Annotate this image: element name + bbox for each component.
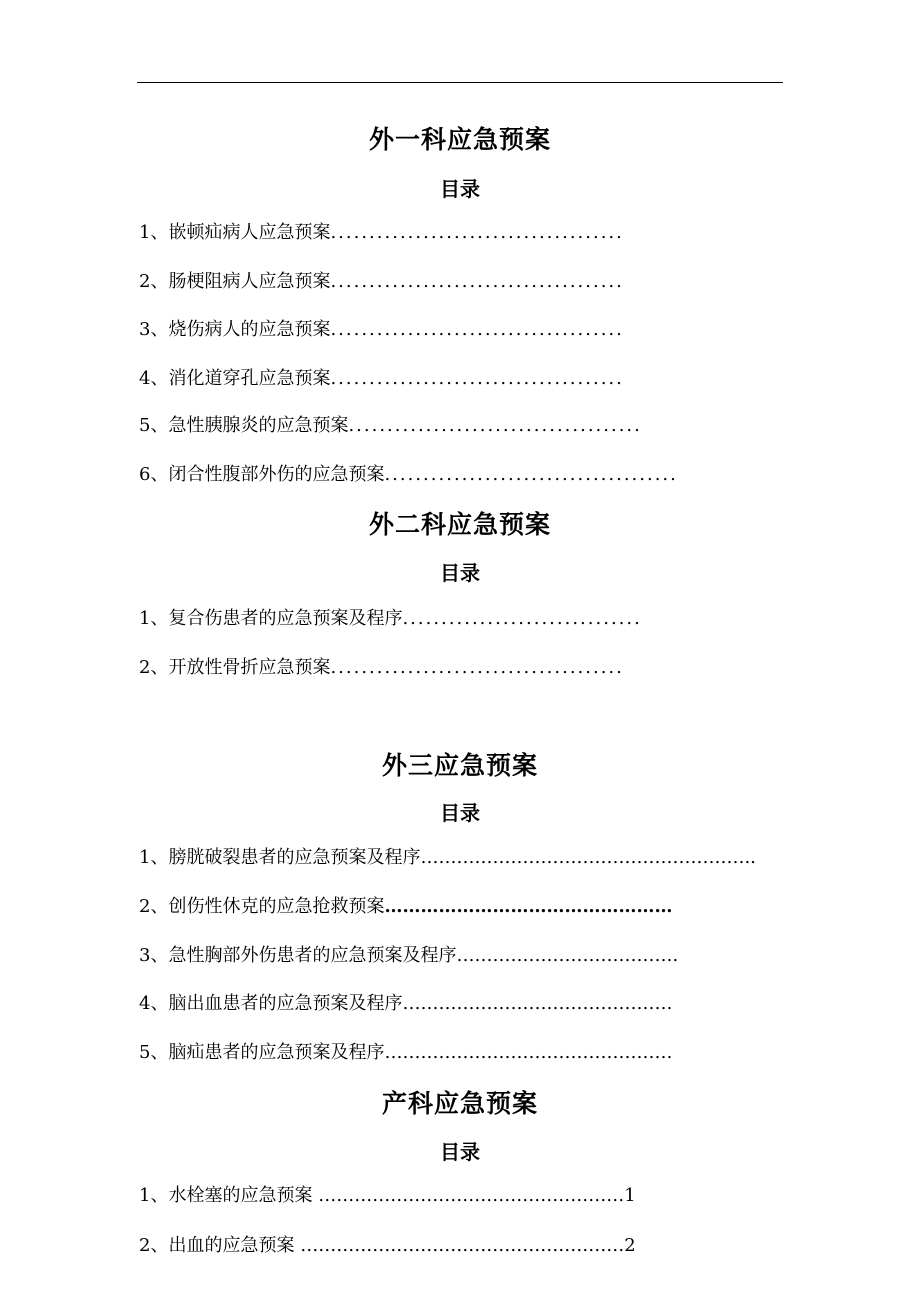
section-subtitle-toc: 目录 — [440, 1140, 480, 1164]
toc-entry[interactable] — [139, 462, 678, 488]
toc-entry-text: 1、膀胱破裂患者的应急预案及程序 — [139, 847, 421, 868]
toc-entry[interactable] — [139, 413, 642, 439]
toc-entry[interactable] — [139, 317, 624, 343]
toc-entry[interactable] — [139, 845, 756, 871]
header-rule — [137, 82, 783, 83]
toc-entry[interactable] — [139, 1040, 672, 1066]
toc-entry[interactable] — [139, 943, 678, 969]
toc-entry-leader: ……………………………………………….. — [420, 847, 756, 868]
toc-entry-leader: ………………………………. — [456, 945, 679, 966]
toc-entry[interactable] — [139, 1183, 636, 1209]
toc-entry-leader: ...................................... — [384, 464, 678, 485]
section-title-surgery-1: 外一科应急预案 — [368, 125, 551, 154]
toc-entry-leader: ...................................... — [330, 271, 624, 292]
toc-entry-text: 3、急性胸部外伤患者的应急预案及程序 — [139, 945, 457, 966]
toc-entry[interactable] — [139, 366, 624, 392]
toc-entry[interactable] — [139, 220, 624, 246]
section-subtitle-toc: 目录 — [440, 561, 480, 585]
toc-entry-text: 2、创伤性休克的应急抢救预案 — [139, 896, 385, 917]
toc-entry[interactable] — [139, 655, 624, 681]
toc-entry-text: 2、出血的应急预案 — [139, 1235, 301, 1256]
toc-entry[interactable] — [139, 894, 672, 920]
toc-entry-text: 6、闭合性腹部外伤的应急预案 — [139, 464, 385, 485]
toc-entry-leader: ……………………………………… — [402, 993, 673, 1014]
toc-entry-text: 1、嵌顿疝病人应急预案 — [139, 222, 331, 243]
toc-entry-leader: ...................................... — [330, 319, 624, 340]
toc-entry[interactable] — [139, 991, 672, 1017]
section-title-obstetrics: 产科应急预案 — [381, 1089, 538, 1118]
toc-entry-text: 4、消化道穿孔应急预案 — [139, 368, 331, 389]
section-subtitle-toc: 目录 — [440, 801, 480, 825]
toc-entry-leader: ...................................... — [330, 657, 624, 678]
toc-entry-leader: ...................................... — [348, 415, 642, 436]
toc-entry-leader: ............................... — [402, 608, 642, 629]
toc-entry[interactable] — [139, 269, 624, 295]
section-subtitle-toc: 目录 — [440, 177, 480, 201]
toc-entry-text: 5、急性胰腺炎的应急预案 — [139, 415, 349, 436]
toc-entry-text: 5、脑疝患者的应急预案及程序 — [139, 1042, 385, 1063]
toc-entry-leader: ……………………………………………1 — [318, 1185, 636, 1206]
toc-entry[interactable] — [139, 1233, 636, 1259]
toc-entry-text: 2、开放性骨折应急预案 — [139, 657, 331, 678]
toc-entry-leader: ...................................... — [330, 368, 624, 389]
toc-entry-leader: ...................................... — [330, 222, 624, 243]
toc-entry[interactable] — [139, 606, 642, 632]
toc-entry-text: 4、脑出血患者的应急预案及程序 — [139, 993, 403, 1014]
toc-entry-text: 2、肠梗阻病人应急预案 — [139, 271, 331, 292]
section-title-surgery-3: 外三应急预案 — [381, 751, 538, 780]
toc-entry-leader: ………………………………………… — [384, 896, 673, 917]
toc-entry-leader: ………………………………………………2 — [300, 1235, 636, 1256]
toc-entry-leader: ………………………………………… — [384, 1042, 673, 1063]
toc-entry-text: 3、烧伤病人的应急预案 — [139, 319, 331, 340]
section-title-surgery-2: 外二科应急预案 — [368, 510, 551, 539]
toc-entry-text: 1、水栓塞的应急预案 — [139, 1185, 319, 1206]
toc-entry-text: 1、复合伤患者的应急预案及程序 — [139, 608, 403, 629]
